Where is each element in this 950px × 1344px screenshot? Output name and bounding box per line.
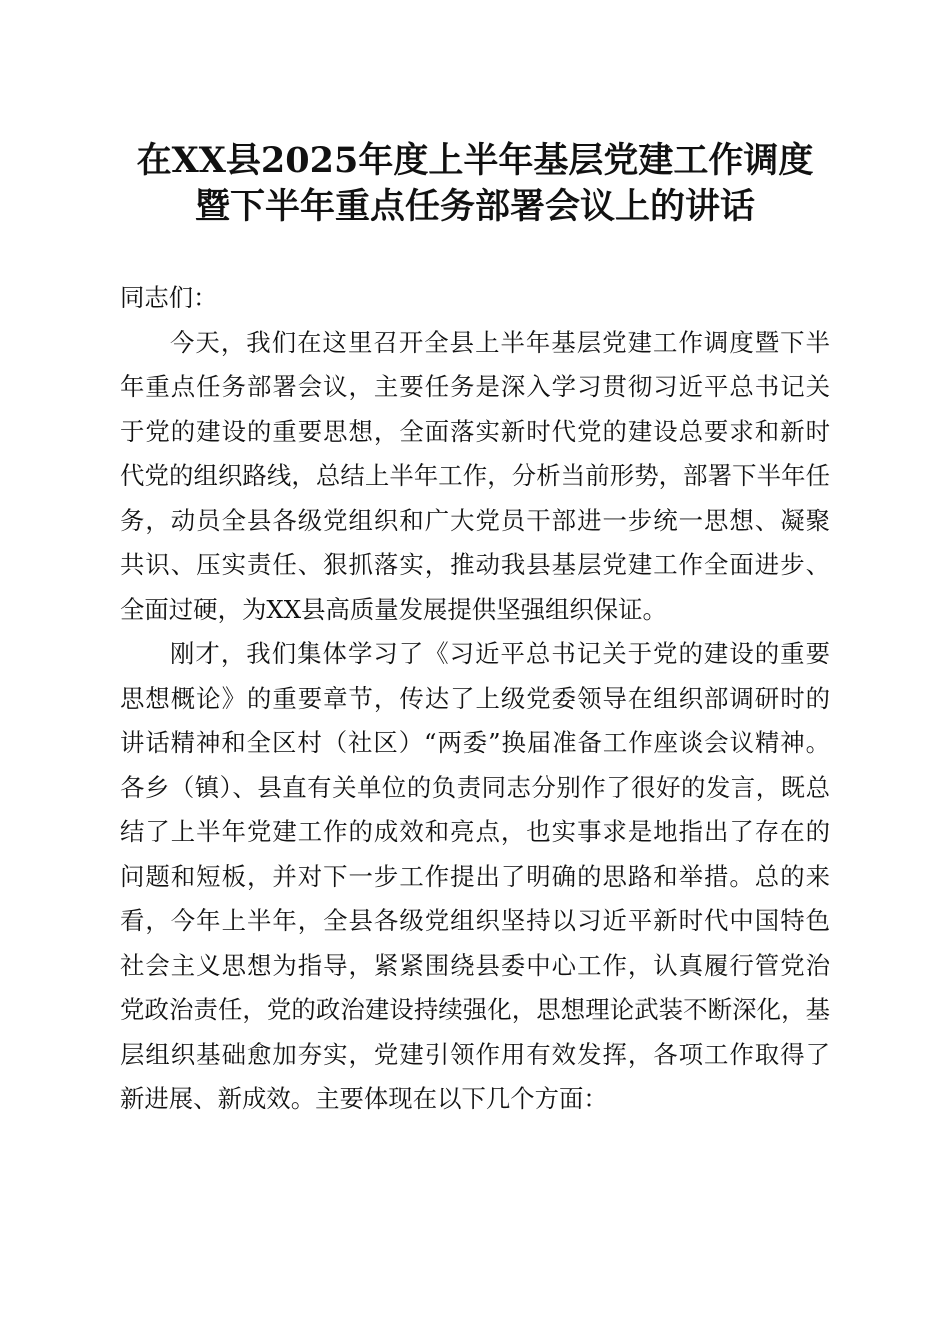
paragraph-line: 共识、压实责任、狠抓落实，推动我县基层党建工作全面进步、 bbox=[120, 550, 830, 579]
paragraph-line: 代党的组织路线，总结上半年工作，分析当前形势，部署下半年任 bbox=[120, 461, 830, 490]
paragraph-line: 务，动员全县各级党组织和广大党员干部进一步统一思想、凝聚 bbox=[120, 505, 830, 535]
title-line-2: 暨下半年重点任务部署会议上的讲话 bbox=[194, 186, 755, 227]
paragraph-line: 思想概论》的重要章节，传达了上级党委领导在组织部调研时的 bbox=[120, 683, 830, 713]
paragraph-line: 全面过硬，为XX县高质量发展提供坚强组织保证。 bbox=[120, 594, 667, 624]
paragraph-line: 今天，我们在这里召开全县上半年基层党建工作调度暨下半 bbox=[170, 327, 830, 357]
paragraph-line: 结了上半年党建工作的成效和亮点，也实事求是地指出了存在的 bbox=[120, 817, 830, 846]
paragraph-line: 问题和短板，并对下一步工作提出了明确的思路和举措。总的来 bbox=[120, 861, 830, 891]
paragraph-line: 年重点任务部署会议，主要任务是深入学习贯彻习近平总书记关 bbox=[120, 372, 830, 401]
paragraph-line: 各乡（镇）、县直有关单位的负责同志分别作了很好的发言，既总 bbox=[120, 772, 830, 802]
paragraph-line: 社会主义思想为指导，紧紧围绕县委中心工作，认真履行管党治 bbox=[120, 950, 830, 980]
salutation: 同志们： bbox=[120, 283, 218, 312]
paragraph-line: 讲话精神和全区村（社区）“两委”换届准备工作座谈会议精神。 bbox=[120, 728, 830, 757]
paragraph-line: 于党的建设的重要思想，全面落实新时代党的建设总要求和新时 bbox=[120, 416, 830, 446]
title-line-1: 在XX县2025年度上半年基层党建工作调度 bbox=[136, 140, 814, 181]
paragraph-line: 刚才，我们集体学习了《习近平总书记关于党的建设的重要 bbox=[170, 639, 830, 668]
paragraph-line: 层组织基础愈加夯实，党建引领作用有效发挥，各项工作取得了 bbox=[120, 1039, 830, 1069]
paragraph-line: 新进展、新成效。主要体现在以下几个方面： bbox=[120, 1084, 608, 1113]
paragraph-line: 看，今年上半年，全县各级党组织坚持以习近平新时代中国特色 bbox=[120, 906, 830, 935]
paragraph-line: 党政治责任，党的政治建设持续强化，思想理论武装不断深化，基 bbox=[120, 995, 830, 1024]
